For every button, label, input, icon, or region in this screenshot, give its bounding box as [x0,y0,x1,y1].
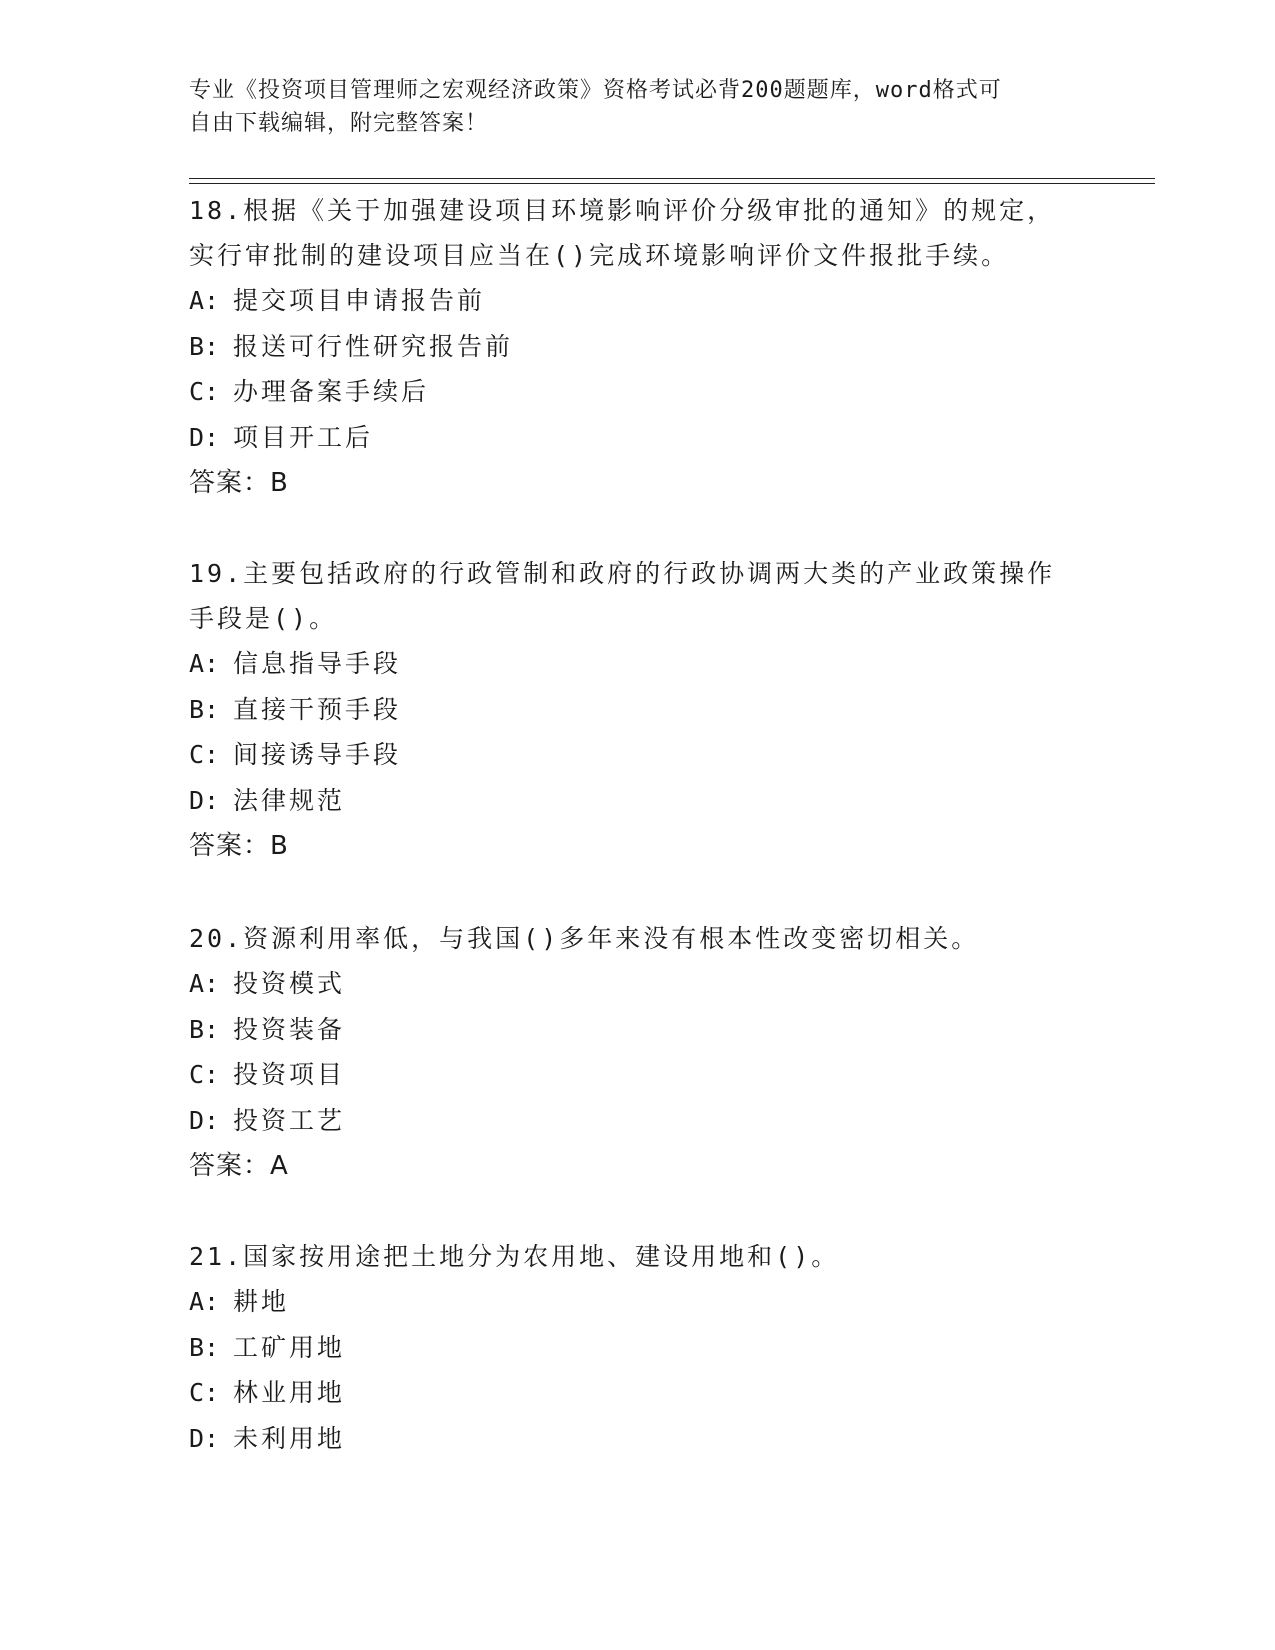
document-header [189,74,1069,140]
question-stem-line-2: 手段是()。 [189,604,338,633]
option-letter: D: [189,1423,220,1453]
option-letter: B: [189,694,220,724]
option-letter: D: [189,1105,220,1135]
option-letter: C: [189,740,220,769]
option-text: 未利用地 [233,1423,346,1453]
option-letter: D: [189,422,220,452]
option-a [189,278,1089,324]
option-d [189,1098,1089,1144]
header-divider-top [189,178,1155,179]
header-line-2: 自由下载编辑，附完整答案！ [189,111,489,136]
question-stem-line-1: 18.根据《关于加强建设项目环境影响评价分级审批的通知》的规定， [189,196,1056,225]
option-letter: A: [189,1287,220,1316]
option-b [189,1325,1089,1371]
option-letter: C: [189,1378,220,1407]
option-text: 项目开工后 [233,422,374,452]
option-text: 信息指导手段 [233,649,402,678]
option-c [189,369,1089,415]
option-text: 投资模式 [233,969,346,998]
answer-line: 答案：B [189,831,289,861]
option-letter: B: [189,1014,220,1044]
option-text: 耕地 [233,1287,290,1316]
question-stem-line-1: 19.主要包括政府的行政管制和政府的行政协调两大类的产业政策操作 [189,559,1056,588]
answer-line: 答案：B [189,468,289,498]
option-text: 投资装备 [233,1014,346,1044]
question-stem-line-1: 20.资源利用率低，与我国()多年来没有根本性改变密切相关。 [189,924,980,953]
option-c [189,1370,1089,1416]
question-stem-line-2: 实行审批制的建设项目应当在()完成环境影响评价文件报批手续。 [189,241,1010,270]
option-c [189,732,1089,778]
option-text: 法律规范 [233,785,346,815]
option-letter: C: [189,1060,220,1089]
option-d [189,415,1089,461]
option-text: 投资工艺 [233,1105,346,1135]
option-d [189,1416,1089,1462]
option-text: 间接诱导手段 [233,740,402,769]
option-b [189,324,1089,370]
option-letter: A: [189,649,220,678]
option-text: 投资项目 [233,1060,346,1089]
question-20 [189,916,1089,1189]
option-letter: D: [189,785,220,815]
option-text: 工矿用地 [233,1332,346,1362]
option-letter: C: [189,377,220,406]
option-a [189,1279,1089,1325]
option-a [189,961,1089,1007]
option-text: 办理备案手续后 [233,377,430,406]
option-d [189,778,1089,824]
option-b [189,687,1089,733]
question-stem-line-1: 21.国家按用途把土地分为农用地、建设用地和()。 [189,1242,840,1271]
option-b [189,1007,1089,1053]
header-line-1: 专业《投资项目管理师之宏观经济政策》资格考试必背200题题库，word格式可 [189,78,1002,103]
option-a [189,641,1089,687]
question-21 [189,1234,1089,1461]
option-letter: B: [189,1332,220,1362]
option-letter: A: [189,969,220,998]
option-text: 报送可行性研究报告前 [233,331,514,361]
option-text: 直接干预手段 [233,694,402,724]
option-text: 林业用地 [233,1378,346,1407]
question-19 [189,551,1089,869]
question-18 [189,188,1089,506]
option-c [189,1052,1089,1098]
header-divider-bottom [189,183,1155,184]
option-letter: A: [189,286,220,315]
answer-line: 答案：A [189,1151,289,1181]
option-text: 提交项目申请报告前 [233,286,486,315]
option-letter: B: [189,331,220,361]
